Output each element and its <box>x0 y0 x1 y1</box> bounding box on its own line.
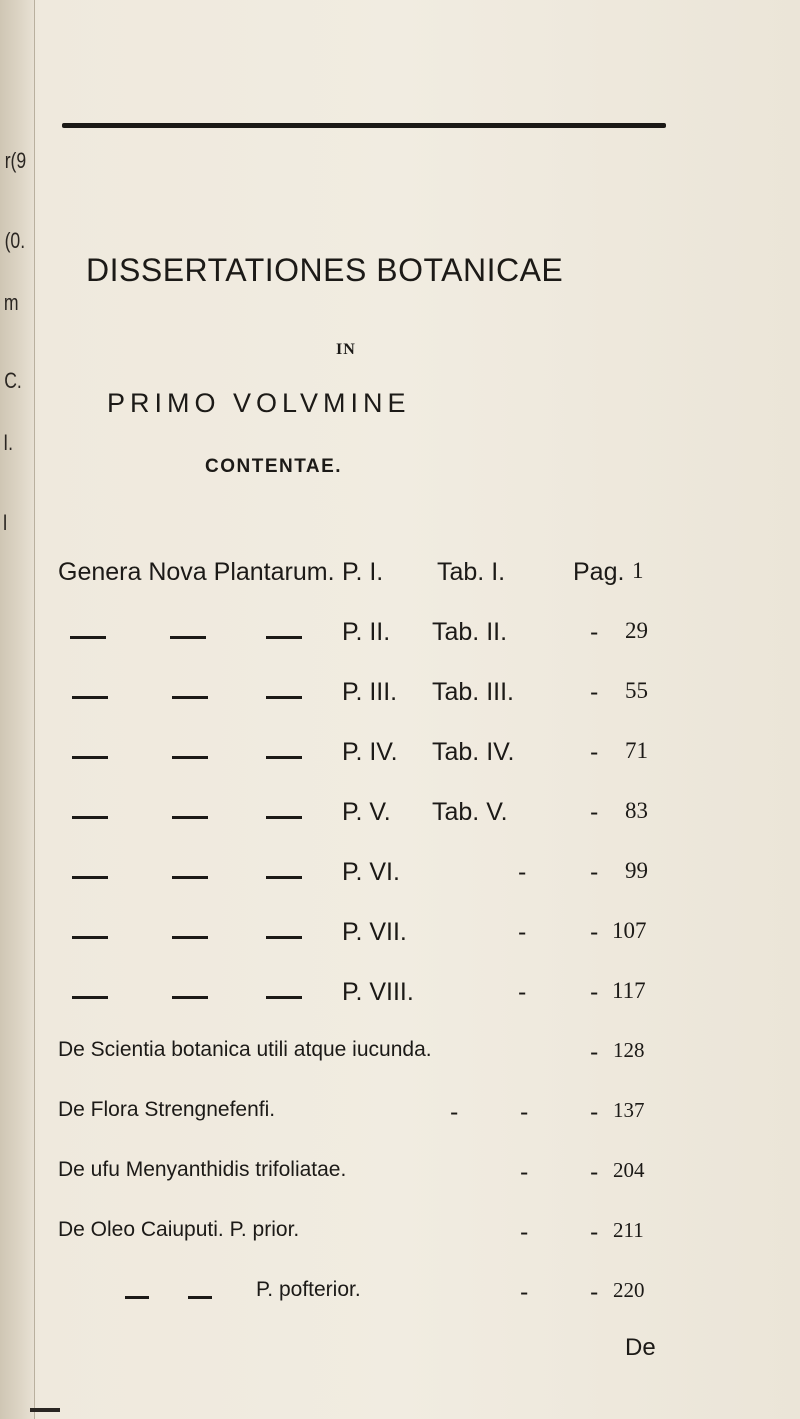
toc-label: De Oleo Caiuputi. P. prior. <box>58 1218 300 1241</box>
toc-page-number: 117 <box>612 978 646 1003</box>
toc-page-number: 204 <box>613 1158 645 1182</box>
toc-part: P. V. <box>342 798 391 826</box>
ditto-dash <box>72 756 108 759</box>
toc-part: P. III. <box>342 678 398 706</box>
ditto-dash <box>172 876 208 879</box>
ditto-dash <box>266 936 302 939</box>
toc-row: P. VIII. - - 117 <box>0 978 800 1018</box>
ditto-dash <box>266 696 302 699</box>
toc-label: Genera Nova Plantarum. <box>58 558 335 586</box>
toc-row: P. VII. - - 107 <box>0 918 800 958</box>
toc-row: P. pofterior. - - 220 <box>0 1278 800 1318</box>
toc-page-number: 1 <box>632 558 644 583</box>
ditto-dash <box>172 816 208 819</box>
toc-label: De Flora Strengnefenfi. <box>58 1098 276 1121</box>
toc-row <box>0 558 800 598</box>
margin-glyph: (0. <box>4 228 26 253</box>
toc-tab: Tab. III. <box>432 678 514 706</box>
ditto-dash <box>266 816 302 819</box>
edge-mark <box>30 1408 60 1412</box>
toc-row: P. III. Tab. III. - 55 <box>0 678 800 718</box>
toc-part: P. VI. <box>342 858 400 886</box>
ditto-dash <box>266 996 302 999</box>
ditto-dash <box>172 696 208 699</box>
ditto-dash <box>72 696 108 699</box>
toc-label: De Scientia botanica utili atque iucunda. <box>58 1038 432 1061</box>
toc-page-number: 128 <box>613 1038 645 1062</box>
toc-row: P. II. Tab. II. - 29 <box>0 618 800 658</box>
catchword: De <box>625 1334 656 1361</box>
ditto-dash <box>72 876 108 879</box>
toc-page-number: 71 <box>625 738 648 763</box>
margin-glyph: I. <box>3 430 14 455</box>
toc-part: P. IV. <box>342 738 398 766</box>
ditto-dash <box>266 876 302 879</box>
heading-volume: PRIMO VOLVMINE <box>107 388 411 418</box>
toc-tab: Tab. I. <box>437 558 506 586</box>
margin-glyph: I <box>2 510 8 535</box>
toc-page-number: 107 <box>612 918 647 943</box>
heading-contentae: CONTENTAE. <box>205 456 343 477</box>
toc-row: De ufu Menyanthidis trifoliatae. - - 204 <box>58 1158 645 1186</box>
toc-tab: Tab. IV. <box>432 738 515 766</box>
ditto-dash <box>125 1296 149 1299</box>
heading-in: IN <box>336 341 356 358</box>
margin-glyph: r(9 <box>4 148 27 173</box>
toc-page-number: 29 <box>625 618 648 643</box>
toc-page-number: 99 <box>625 858 648 883</box>
ditto-dash <box>266 756 302 759</box>
margin-glyph: m <box>3 290 19 315</box>
toc-page-number: 211 <box>613 1218 644 1242</box>
toc-part: P. VII. <box>342 918 407 946</box>
ditto-dash <box>172 756 208 759</box>
ditto-dash <box>170 636 206 639</box>
toc-page-number: 55 <box>625 678 648 703</box>
ditto-dash <box>172 996 208 999</box>
toc-row: P. IV. Tab. IV. - 71 <box>0 738 800 778</box>
ditto-dash <box>72 996 108 999</box>
header-rule <box>62 123 666 128</box>
toc-row: P. V. Tab. V. - 83 <box>0 798 800 838</box>
margin-glyph: C. <box>4 368 22 393</box>
ditto-dash <box>72 936 108 939</box>
toc-pag-label: Pag. <box>573 558 625 586</box>
ditto-dash <box>172 936 208 939</box>
toc-tab: Tab. V. <box>432 798 508 826</box>
ditto-dash <box>266 636 302 639</box>
toc-part: P. II. <box>342 618 391 646</box>
toc-label: De ufu Menyanthidis trifoliatae. <box>58 1158 347 1181</box>
toc-page-number: 220 <box>613 1278 645 1302</box>
toc-row: De Scientia botanica utili atque iucunda. - 128 <box>58 1038 645 1066</box>
ditto-dash <box>72 816 108 819</box>
toc-part: P. I. <box>342 558 384 586</box>
toc-tab: Tab. II. <box>432 618 508 646</box>
toc-part: P. VIII. <box>342 978 414 1006</box>
ditto-dash <box>188 1296 212 1299</box>
ditto-dash <box>70 636 106 639</box>
toc-row: P. VI. - - 99 <box>0 858 800 898</box>
page-title: DISSERTATIONES BOTANICAE <box>86 252 564 288</box>
toc-page-number: 137 <box>613 1098 645 1122</box>
toc-label: P. pofterior. <box>256 1278 361 1301</box>
toc-row: De Flora Strengnefenfi. - - - 137 <box>58 1098 645 1126</box>
toc-page-number: 83 <box>625 798 648 823</box>
toc-row: De Oleo Caiuputi. P. prior. - - 211 <box>58 1218 644 1246</box>
